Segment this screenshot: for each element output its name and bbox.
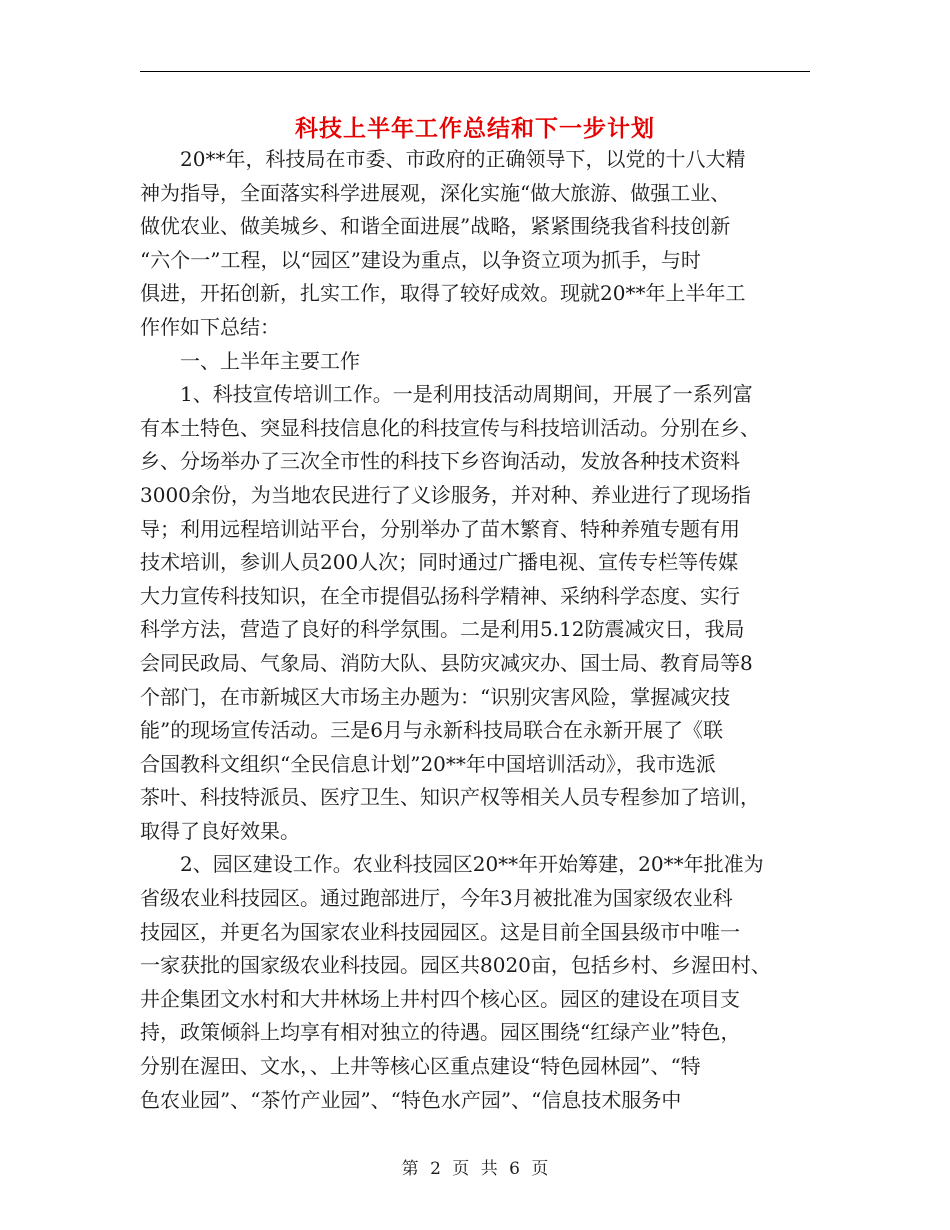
section-heading: 一、上半年主要工作 — [180, 348, 360, 373]
header-rule — [140, 71, 810, 72]
paragraph-item-2: 2、园区建设工作。农业科技园区20**年开始筹建，20**年批准为 省级农业科技园区。通过跑部进厅，今年3月被批准为国家级农业科 技园区，并更名为国家农业科技园园区。这是目前全国县级市中唯一 一家获批的国家级农业科技园。园区共8020亩，包括乡村、乡渥田村、 井企集团文水村和大井林场上井村四个核心区。园区的建设在项目支 持，政策倾斜上均享有相对独立的待遇。园区围绕“红绿产业”特色， 分别在渥田、文水，、上井等核心区重点建设“特色园林园”、“特 色农业园”、“茶竹产业园”、“特色水产园”、“信息技术服务中 — [140, 852, 771, 1112]
document-body — [140, 143, 810, 1117]
paragraph-item-1: 1、科技宣传培训工作。一是利用技活动周期间，开展了一系列富 有本土特色、突显科技信息化的科技宣传与科技培训活动。分别在乡、 乡、分场举办了三次全市性的科技下乡咨询活动，发放各种技术资料 3000余份，为当地农民进行了义诊服务，并对种、养业进行了现场指 导；利用远程培训站平台，分别举办了苗木繁育、特种养殖专题有用 技术培训，参训人员200人次；同时通过广播电视、宣传专栏等传媒 大力宣传科技知识，在全市提倡弘扬科学精神、采纳科学态度、实行 科学方法，营造了良好的科学氛围。二是利用5.12防震减灾日，我局 会同民政局、气象局、消防大队、县防灾减灾办、国士局、教育局等8 个部门，在市新城区大市场主办题为：“识别灾害风险，掌握减灾技 能”的现场宣传活动。三是6月与永新科技局联合在永新开展了《联 合国教科文组织“全民信息计划”20**年中国培训活动》，我市选派 茶叶、科技特派员、医疗卫生、知识产权等相关人员专程参加了培训， 取得了良好效果。 — [140, 382, 760, 843]
paragraph-intro: 20**年，科技局在市委、市政府的正确领导下，以党的十八大精 神为指导，全面落实科学进展观，深化实施“做大旅游、做强工业、 做优农业、做美城乡、和谐全面进展”战略，紧紧围绕我省科技创新 “六个一”工程，以“园区”建设为重点，以争资立项为抓手，与时 俱进，开拓创新，扎实工作，取得了较好成效。现就20**年上半年工 作作如下总结： — [140, 147, 746, 339]
document-title: 科技上半年工作总结和下一步计划 — [295, 115, 655, 142]
page-footer: 第 2 页 共 6 页 — [401, 1159, 549, 1179]
